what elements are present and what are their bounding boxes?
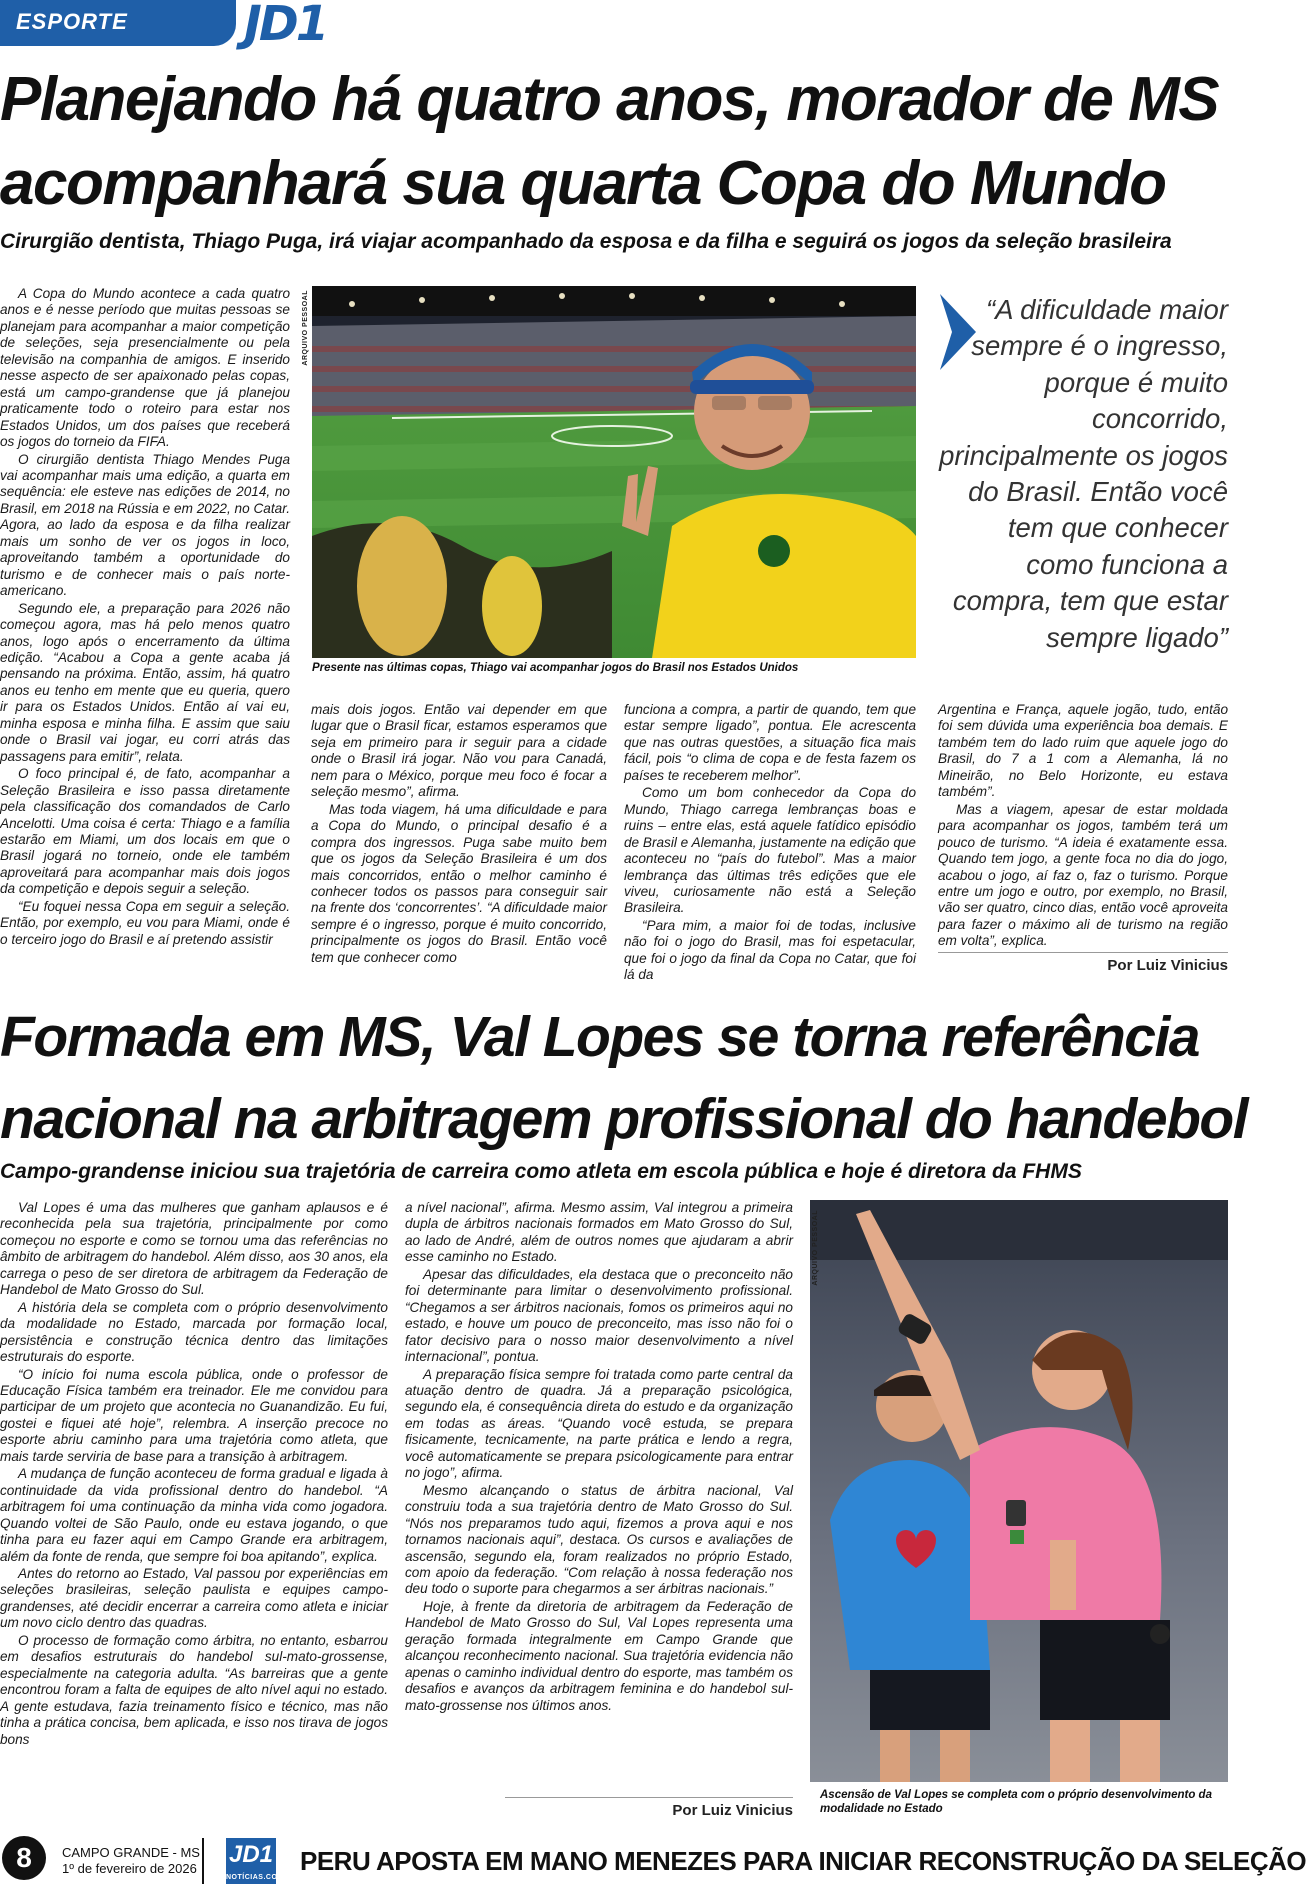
paragraph: A mudança de função aconteceu de forma gradual e ligada à continuidade da vida profissional dentro do handebol. “A arbitragem foi uma continuação da minha vida como jogadora. Quando voltei de São Paulo, onde eu estava jogando, o que tinha para eu fazer aqui em Campo Grande era arbitragem, além da fonte de renda, que sempre foi boa apitando”, explica. <box>0 1466 388 1564</box>
paragraph: O cirurgião dentista Thiago Mendes Puga vai acompanhar mais uma edição, a quarta em sequência: ele esteve nas edições de 2014, no Brasil, em 2018 na Rússia e em 2022, no Catar. Agora, ao lado da esposa e da filha realizar mais um sonho de ver os jogos in loco, aproveitando também a oportunidade do turismo e de conhecer mais o país norte-americano. <box>0 451 290 599</box>
page-number: 8 <box>2 1836 46 1880</box>
footer-dateline <box>62 1845 200 1877</box>
paragraph: Mas a viagem, apesar de estar moldada para acompanhar os jogos, também terá um pouco de turismo. “A ideia é exatamente essa. Quando tem jogo, a gente foca no dia do jogo, acabou o jogo, aí faz o, faz o turismo. Porque entre um jogo e outro, por exemplo, no Brasil, vão ser quatro, cinco dias, então você aproveita para fazer o máximo ali de turismo na região em volta”, explica. <box>938 801 1228 949</box>
referee-illustration <box>810 1200 1228 1782</box>
paragraph: A história dela se completa com o próprio desenvolvimento da modalidade no Estado, marcada por formação local, persistência e construção técnica dentro das limitações estruturais do esporte. <box>0 1299 388 1365</box>
paragraph: a nível nacional”, afirma. Mesmo assim, Val integrou a primeira dupla de árbitros nacionais formados em Mato Grosso do Sul, ao lado de André, além de outros nomes que ajudaram a abrir esse caminho no Estado. <box>405 1200 793 1265</box>
article1-headline-line1: Planejando há quatro anos, morador de MS <box>0 65 1219 134</box>
paragraph: Hoje, à frente da diretoria de arbitragem da Federação de Handebol de Mato Grosso do Sul, Val Lopes representa uma geração formada integralmente em Campo Grande que alcançou reconhecimento nacional. Sua trajetória evidencia não apenas o caminho individual dentro do esporte, mas também os desafios e avanços da arbitragem feminina e do handebol sul-mato-grossense nos últimos anos. <box>405 1598 793 1713</box>
paragraph: Segundo ele, a preparação para 2026 não começou agora, mas há pelo menos quatro anos, logo após o encerramento da última edição. “Acabou a Copa a gente acaba já pensando na próxima. Então, assim, há quatro anos eu tenho em mente que eu queria, quero ir para os Estados Unidos. Então aí vai eu, minha esposa e minha filha. E assim que saiu onde o Brasil vai jogar, eu corri atrás das passagens para emitir”, relata. <box>0 600 290 764</box>
paragraph: “O início foi numa escola pública, onde o professor de Educação Física também era treinador. Ele me convidou para participar de um projeto que acontecia no Guanandizão. Eu fui, gostei e fiquei até hoje”, relembra. A inserção precoce no esporte abriu caminho para uma trajetória como atleta, que mais tarde serviria de base para a transição à arbitragem. <box>0 1366 388 1464</box>
article1-column-4 <box>938 702 1228 952</box>
footer-logo[interactable] <box>226 1838 284 1884</box>
jd1-logo[interactable]: JD1 <box>244 0 327 52</box>
paragraph: Argentina e França, aquele jogão, tudo, então foi sem dúvida uma experiência boa demais. E também tem do lado ruim que aquele jogo do Brasil, do 7 a 1 com a Alemanha, lá no Mineirão, no Belo Horizonte, eu estava também”. <box>938 702 1228 800</box>
referee-photo <box>810 1200 1228 1782</box>
paragraph: Mesmo alcançando o status de árbitra nacional, Val construiu toda a sua trajetória dentro de Mato Grosso do Sul. “Nós nos preparamos tudo aqui, fizemos a prova aqui e nos tornamos nacionais aqui”, destaca. Os cursos e avaliações de ascensão, segundo ela, foram realizados no próprio Estado, com apoio da federação. “Com relação à nossa federação nos deu todo o suporte para chegarmos a ser árbitras nacionais.” <box>405 1482 793 1597</box>
paragraph: O foco principal é, de fato, acompanhar a Seleção Brasileira e isso passa diretamente pela classificação dos comandados de Carlo Ancelotti. Uma coisa é certa: Thiago e a família estarão em Miami, um dos locais em que o Brasil jogará no torneio, onde ele também aproveitará para acompanhar mais dois jogos da competição e depois seguir a seleção. <box>0 766 290 897</box>
footer-logo-text: JD1 <box>228 1841 274 1868</box>
footer-teaser-headline[interactable]: PERU APOSTA EM MANO MENEZES PARA INICIAR RECONSTRUÇÃO DA SELEÇÃO <box>300 1846 1306 1876</box>
paragraph: “Para mim, a maior foi de todas, inclusive não foi o jogo do Brasil, mas foi espetacular, que foi o jogo da final da Copa no Catar, que foi lá da <box>624 917 916 983</box>
article2-headline-line1: Formada em MS, Val Lopes se torna referência <box>0 1005 1199 1069</box>
footer-divider <box>202 1838 204 1884</box>
article1-column-3 <box>624 702 916 983</box>
footer-logo-sub: NOTÍCIAS.COM <box>226 1874 284 1881</box>
footer-date: 1º de fevereiro de 2026 <box>62 1861 197 1876</box>
pull-quote: “A dificuldade maior sempre é o ingresso, porque é muito concorrido, principalmente os jogos do Brasil. Então você tem que conhecer como funciona a compra, tem que estar sempre ligado” <box>939 294 1228 653</box>
article1-headline <box>0 58 1218 226</box>
article1-photo-credit: ARQUIVO PESSOAL <box>302 290 309 366</box>
paragraph: A Copa do Mundo acontece a cada quatro anos e é nesse período que muitas pessoas se planejam para acompanhar a maior competição de seleções, seja presencialmente ou pela televisão na companhia de amigos. E inserido nesse aspecto de ser apaixonado pelas copas, está um campo-grandense que já planejou praticamente todo o roteiro para estar nos Estados Unidos, um dos países que receberá os jogos do torneio da FIFA. <box>0 286 290 450</box>
section-label: ESPORTE <box>16 9 128 34</box>
article1-column-2 <box>311 702 607 972</box>
article2-headline <box>0 996 1247 1160</box>
paragraph: Antes do retorno ao Estado, Val passou por experiências em seleções brasileiras, seleção paulista e equipes campo-grandenses, até decidir encerrar a carreira como atleta e iniciar um novo ciclo dentro das quadras. <box>0 1565 388 1631</box>
article2-column-2 <box>405 1200 793 1782</box>
article1-headline-line2: acompanhará sua quarta Copa do Mundo <box>0 149 1166 218</box>
article2-column-1 <box>0 1200 388 1824</box>
paragraph: Val Lopes é uma das mulheres que ganham aplausos e é reconhecida pela sua trajetória, principalmente por como começou no esporte e como se tornou uma das referências no âmbito de arbitragem do handebol. Além disso, aos 30 anos, ela carrega o peso de ser diretora de arbitragem da Federação de Handebol de Mato Grosso do Sul. <box>0 1200 388 1298</box>
byline-rule <box>505 1797 793 1798</box>
article1-photo-caption: Presente nas últimas copas, Thiago vai acompanhar jogos do Brasil nos Estados Unidos <box>312 662 799 674</box>
byline-rule <box>938 952 1228 953</box>
article2-byline: Por Luiz Vinicius <box>672 1802 793 1819</box>
section-tab <box>0 0 236 46</box>
article2-headline-line2: nacional na arbitragem profissional do handebol <box>0 1087 1248 1151</box>
paragraph: “Eu foquei nessa Copa em seguir a seleção. Então, por exemplo, eu vou para Miami, onde é o terceiro jogo do Brasil e aí pretendo assistir <box>0 898 290 947</box>
paragraph: mais dois jogos. Então vai depender em que lugar que o Brasil ficar, estamos esperamos que seja em primeiro para ir seguir para a cidade onde o Brasil irá jogar. Não vou para Canadá, nem para o México, porque meu foco é focar a seleção mesmo”, afirma. <box>311 702 607 800</box>
paragraph: Mas toda viagem, há uma dificuldade e para a Copa do Mundo, o principal desafio é a compra dos ingressos. Puga sabe muito bem que os jogos da Seleção Brasileira é um dos mais concorridos, então o melhor caminho é conhecer todos os passos para conseguir sair na frente dos ‘concorrentes’. “A dificuldade maior sempre é o ingresso, porque é muito concorrido, principalmente os jogos do Brasil. Então você tem que conhecer como <box>311 801 607 965</box>
paragraph: Como um bom conhecedor da Copa do Mundo, Thiago carrega lembranças boas e ruins – entre elas, está aquele fatídico episódio de Brasil e Alemanha, justamente na edição que aconteceu no “país do futebol”. Mas a maior lembrança das últimas três edições que ele viveu, curiosamente não está a Seleção Brasileira. <box>624 785 916 916</box>
stadium-selfie-photo <box>312 286 916 658</box>
article2-photo-caption: Ascensão de Val Lopes se completa com o próprio desenvolvimento da modalidade no Estado <box>820 1789 1212 1815</box>
paragraph: O processo de formação como árbitra, no entanto, esbarrou em desafios estruturais do handebol sul-mato-grossense, especialmente na categoria adulta. “As barreiras que a gente encontrou foram a falta de equipes de alto nível aqui no estado. A gente estudava, fazia treinamento físico e técnico, mas não tinha a prática concisa, bem aplicada, e isso nos tirava de jogos bons <box>0 1632 388 1747</box>
paragraph: A preparação física sempre foi tratada como parte central da atuação dentro de quadra. Já a preparação psicológica, segundo ela, é consequência direta do estudo e da organização em todas as áreas. “Quando você estuda, se prepara fisicamente, tecnicamente, na parte prática e lendo a regra, você automaticamente se prepara psicologicamente para entrar no jogo”, afirma. <box>405 1366 793 1481</box>
article2-subhead: Campo-grandense iniciou sua trajetória de carreira como atleta em escola pública e hoje é diretora da FHMS <box>0 1160 1082 1183</box>
article1-subhead: Cirurgião dentista, Thiago Puga, irá viajar acompanhado da esposa e da filha e seguirá os jogos da seleção brasileira <box>0 230 1172 253</box>
article2-photo-credit: ARQUIVO PESSOAL <box>812 1210 819 1286</box>
article1-byline: Por Luiz Vinicius <box>1107 957 1228 974</box>
paragraph: Apesar das dificuldades, ela destaca que o preconceito não foi determinante para limitar o desenvolvimento profissional. “Chegamos a ser árbitros nacionais, fomos os primeiros aqui no estado, e houve um pouco de preconceito, mas isso não foi o fator decisivo para o nosso maior desenvolvimento a nível internacional”, pontua. <box>405 1266 793 1365</box>
article1-column-1 <box>0 286 290 972</box>
stadium-selfie-illustration <box>312 286 916 658</box>
paragraph: funciona a compra, a partir de quando, tem que estar sempre ligado”, pontua. Ele acrescenta que nas outras questões, a situação fica mais fácil, pois “o clima de copa e de festa fazem os países te receberem melhor”. <box>624 702 916 783</box>
footer-city: CAMPO GRANDE - MS <box>62 1845 200 1860</box>
